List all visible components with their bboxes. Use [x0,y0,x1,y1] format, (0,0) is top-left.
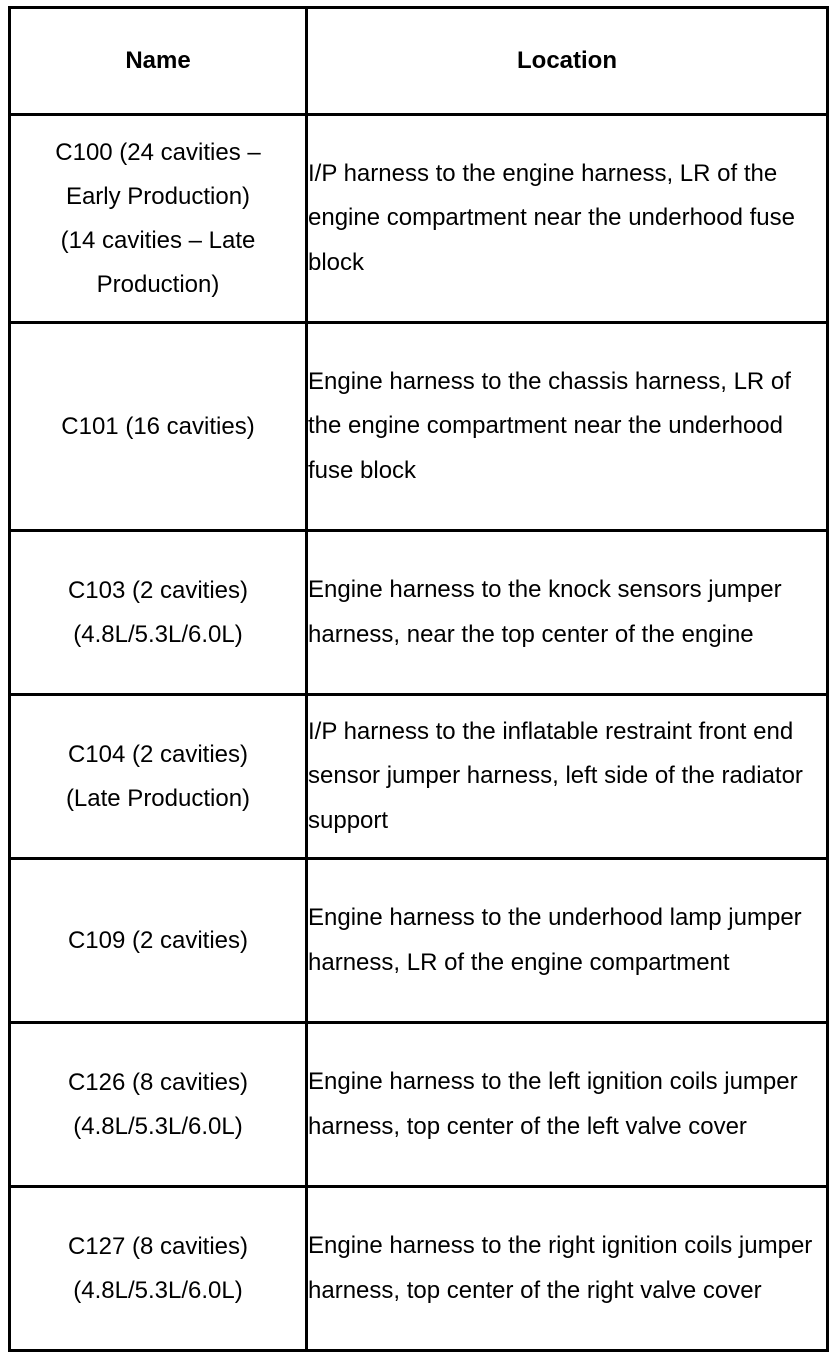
connector-name: C126 (8 cavities) (4.8L/5.3L/6.0L) [10,1023,307,1187]
connector-location: Engine harness to the chassis harness, LR of the engine compartment near the underhood fuse block [307,323,828,531]
connector-name: C109 (2 cavities) [10,859,307,1023]
connector-name: C104 (2 cavities) (Late Production) [10,695,307,859]
connector-table [8,6,829,1352]
connector-location: I/P harness to the engine harness, LR of the engine compartment near the underhood fuse block [307,115,828,323]
connector-location: I/P harness to the inflatable restraint front end sensor jumper harness, left side of the radiator support [307,695,828,859]
connector-name: C101 (16 cavities) [10,323,307,531]
connector-location: Engine harness to the underhood lamp jumper harness, LR of the engine compartment [307,859,828,1023]
connector-name: C103 (2 cavities) (4.8L/5.3L/6.0L) [10,531,307,695]
table-row [10,1187,828,1351]
table-row [10,531,828,695]
name-header: Name [10,8,307,115]
connector-location: Engine harness to the knock sensors jumper harness, near the top center of the engine [307,531,828,695]
table-row [10,1023,828,1187]
table-row [10,695,828,859]
table-row [10,323,828,531]
location-header: Location [307,8,828,115]
header-row [10,8,828,115]
table-row [10,115,828,323]
connector-name: C127 (8 cavities) (4.8L/5.3L/6.0L) [10,1187,307,1351]
table-row [10,859,828,1023]
connector-location: Engine harness to the right ignition coils jumper harness, top center of the right valve cover [307,1187,828,1351]
connector-name: C100 (24 cavities – Early Production) (14 cavities – Late Production) [10,115,307,323]
connector-location: Engine harness to the left ignition coils jumper harness, top center of the left valve cover [307,1023,828,1187]
